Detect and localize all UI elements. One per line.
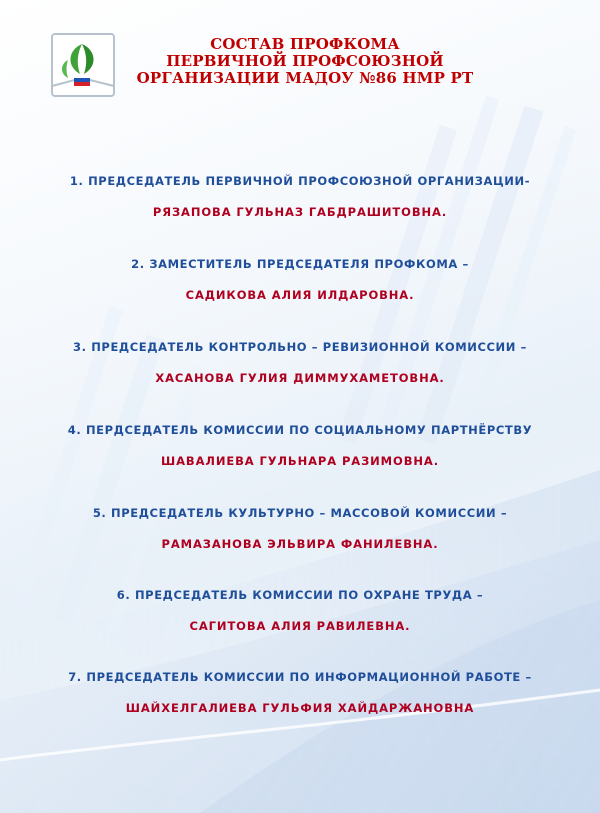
member-role: 2. ЗАМЕСТИТЕЛЬ ПРЕДСЕДАТЕЛЯ ПРОФКОМА – [131,257,469,271]
member-item [0,423,600,468]
member-name: РАМАЗАНОВА ЭЛЬВИРА ФАНИЛЕВНА. [161,537,439,551]
member-role: 6. ПРЕДСЕДАТЕЛЬ КОМИССИИ ПО ОХРАНЕ ТРУДА – [116,588,484,602]
member-item [0,174,600,219]
member-item [0,257,600,302]
member-name: РЯЗАПОВА ГУЛЬНАЗ ГАБДРАШИТОВНА. [152,205,448,219]
union-logo-icon [38,20,126,108]
member-name: ШАЙХЕЛГАЛИЕВА ГУЛЬФИЯ ХАЙДАРЖАНОВНА [125,701,475,715]
member-item [0,670,600,715]
member-name: САДИКОВА АЛИЯ ИЛДАРОВНА. [185,288,415,302]
title-line-3: ОРГАНИЗАЦИИ МАДОУ №86 НМР РТ [136,69,474,87]
page-title [120,36,490,87]
member-name: ШАВАЛИЕВА ГУЛЬНАРА РАЗИМОВНА. [161,454,439,468]
member-role: 7. ПРЕДСЕДАТЕЛЬ КОМИССИИ ПО ИНФОРМАЦИОННОЙ РАБОТЕ – [68,670,532,684]
title-line-2: ПЕРВИЧНОЙ ПРОФСОЮЗНОЙ [166,52,444,70]
member-name: САГИТОВА АЛИЯ РАВИЛЕВНА. [189,619,411,633]
member-role: 4. ПЕРДСЕДАТЕЛЬ КОМИССИИ ПО СОЦИАЛЬНОМУ ПАРТНЁРСТВУ [67,423,533,437]
member-item [0,588,600,633]
member-item [0,506,600,551]
member-role: 1. ПРЕДСЕДАТЕЛЬ ПЕРВИЧНОЙ ПРОФСОЮЗНОЙ ОРГАНИЗАЦИИ- [69,174,531,188]
member-item [0,340,600,385]
member-role: 5. ПРЕДСЕДАТЕЛЬ КУЛЬТУРНО – МАССОВОЙ КОМИССИИ – [92,506,508,520]
member-role: 3. ПРЕДСЕДАТЕЛЬ КОНТРОЛЬНО – РЕВИЗИОННОЙ КОМИССИИ – [73,340,527,354]
member-name: ХАСАНОВА ГУЛИЯ ДИММУХАМЕТОВНА. [155,371,445,385]
title-line-1: СОСТАВ ПРОФКОМА [210,35,400,53]
